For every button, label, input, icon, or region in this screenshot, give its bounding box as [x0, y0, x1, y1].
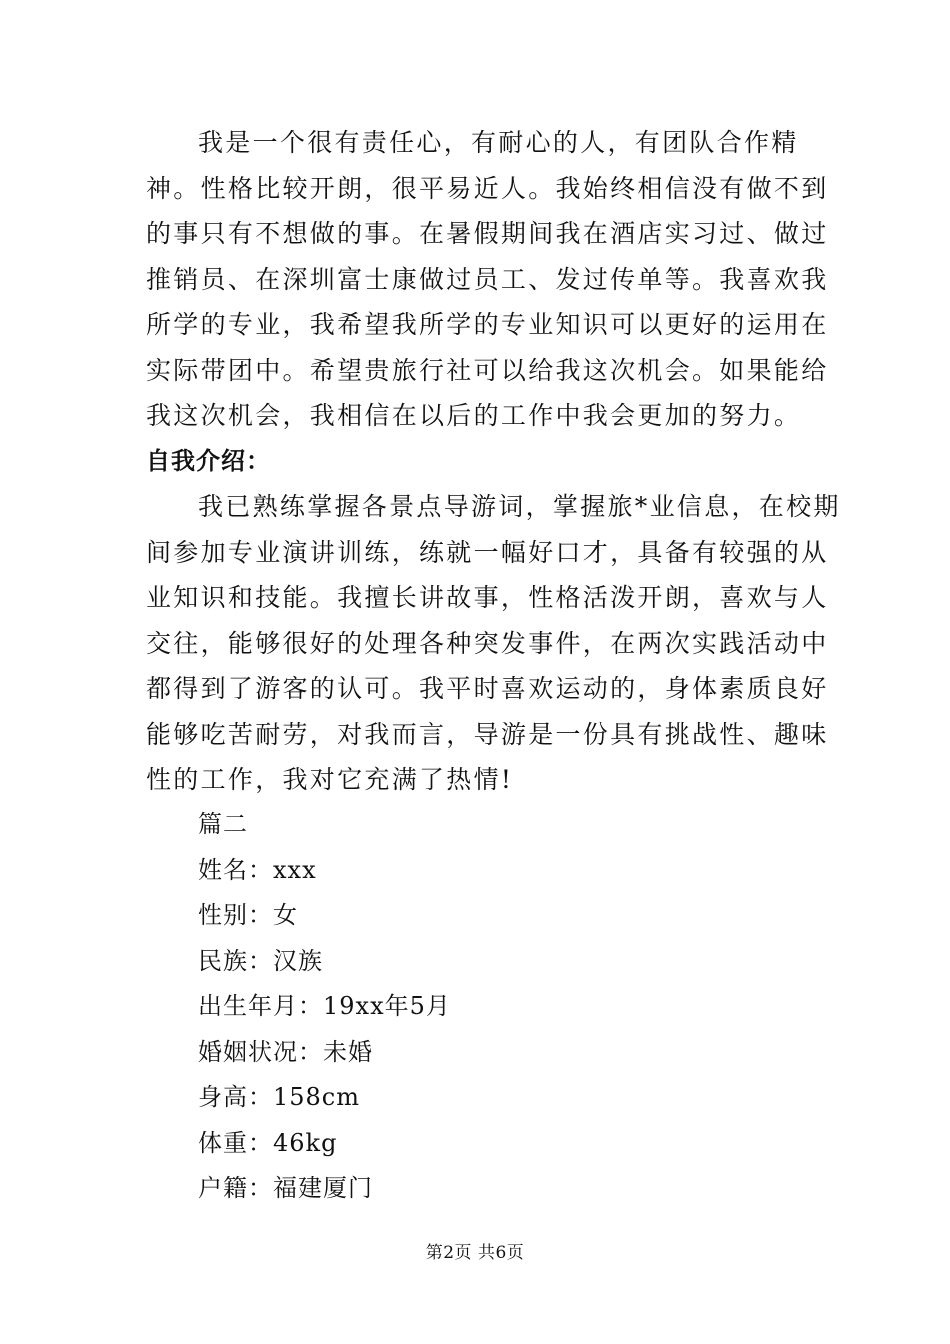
- profile-birth: 出生年月：19xx年5月: [198, 992, 451, 1020]
- profile-height: 身高：158cm: [198, 1083, 361, 1111]
- profile-ethnicity: 民族：汉族: [198, 946, 323, 975]
- profile-marital: 婚姻状况：未婚: [198, 1037, 373, 1066]
- self-intro-heading: 自我介绍：: [146, 447, 271, 475]
- section-label: 篇二: [198, 810, 248, 838]
- profile-gender: 性别：女: [198, 901, 298, 929]
- paragraph-character: 我是一个很有责任心，有耐心的人，有团队合作精神。性格比较开朗，很平易近人。我始终相信没有做不到的事只有不想做的事。在暑假期间我在酒店实习过、做过推销员、在深圳富士康做过员工、发过传单等。我喜欢我所学的专业，我希望我所学的专业知识可以更好的运用在实际带团中。希望贵旅行社可以给我这次机会。如果能给我这次机会，我相信在以后的工作中我会更加的努力。: [146, 128, 829, 430]
- profile-weight: 体重：46kg: [198, 1128, 338, 1157]
- page-footer: 第2页 共6页: [425, 1243, 525, 1263]
- profile-name: 姓名：xxx: [198, 855, 317, 884]
- paragraph-self-intro: 我已熟练掌握各景点导游词，掌握旅*业信息，在校期间参加专业演讲训练，练就一幅好口才，具备有较强的从业知识和技能。我擅长讲故事，性格活泼开朗，喜欢与人交往，能够很好的处理各种突发事件，在两次实践活动中都得到了游客的认可。我平时喜欢运动的，身体素质良好能够吃苦耐劳，对我而言，导游是一份具有挑战性、趣味性的工作，我对它充满了热情!: [146, 492, 841, 794]
- profile-hukou: 户籍：福建厦门: [198, 1174, 373, 1202]
- profile-list: [198, 802, 451, 1212]
